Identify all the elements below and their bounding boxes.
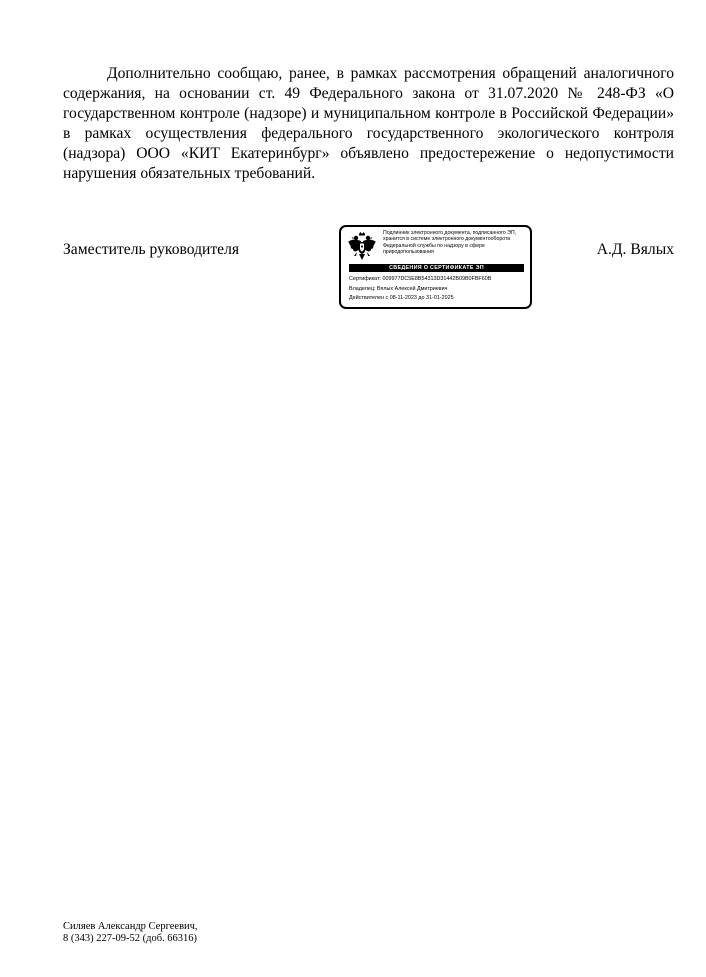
stamp-header-line: Подлинник электронного документа, подписанного ЭП, — [383, 230, 517, 236]
signer-name: А.Д. Вялых — [596, 241, 674, 258]
stamp-certificate: Сертификат: 009977DC5E8B54313D31442B09B0FBF60B — [349, 276, 492, 282]
executor-contact — [63, 921, 198, 945]
electronic-signature-stamp — [339, 225, 532, 309]
executor-name: Силяев Александр Сергеевич, — [63, 921, 198, 932]
stamp-header-text — [383, 230, 529, 256]
stamp-header-line: Федеральной службы по надзору в сфере — [383, 242, 485, 249]
executor-phone: 8 (343) 227-09-52 (доб. 66316) — [63, 933, 198, 944]
double-headed-eagle-emblem-icon — [346, 231, 378, 263]
stamp-header-line: природопользования — [383, 249, 434, 256]
letter-paragraph: Дополнительно сообщаю, ранее, в рамках рассмотрения обращений аналогичного содержания, на основании ст. 49 Федерального закона от 31.07.2020 № 248-ФЗ «О государственном контроле (надзоре) и муниципальном контроле в Российской Федерации» в рамках осуществления федерального государственного экологического контроля (надзора) ООО «КИТ Екатеринбург» объявлено предостережение о недопустимости нарушения обязательных требований. — [63, 65, 674, 182]
stamp-validity: Действителен с 08-11-2023 до 31-01-2025 — [349, 295, 454, 301]
stamp-header-line: хранится в системе электронного документооборота — [383, 236, 511, 243]
stamp-owner: Владелец: Вялых Алексей Дмитриевич — [349, 285, 448, 292]
stamp-banner: СВЕДЕНИЯ О СЕРТИФИКАТЕ ЭП — [349, 264, 524, 272]
signer-position: Заместитель руководителя — [63, 241, 240, 258]
stamp-certificate-details — [349, 275, 529, 304]
